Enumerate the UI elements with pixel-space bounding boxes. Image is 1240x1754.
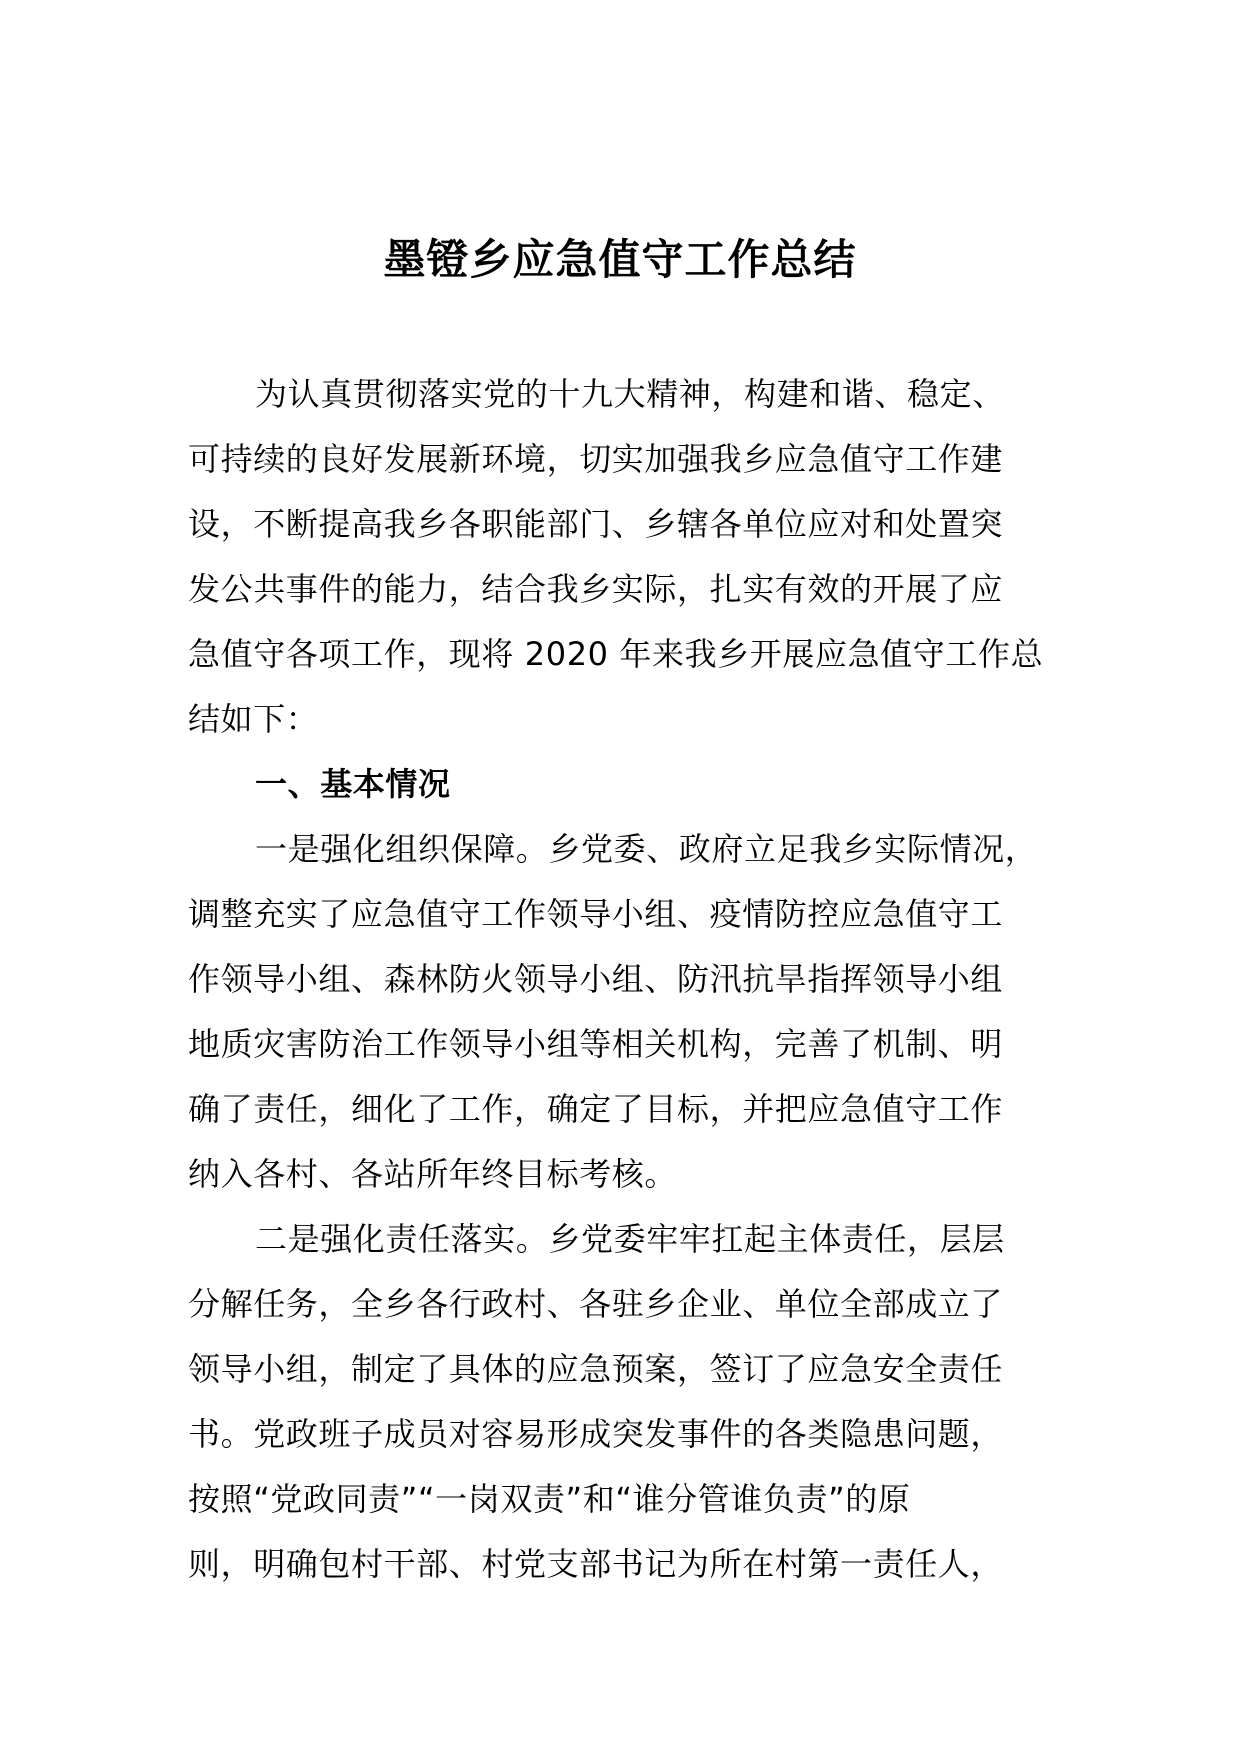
paragraph-responsibility-line: 领导小组，制定了具体的应急预案，签订了应急安全责任 (188, 1350, 1004, 1388)
paragraph-intro-line: 发公共事件的能力，结合我乡实际，扎实有效的开展了应 (188, 570, 1004, 608)
paragraph-responsibility-line: 分解任务，全乡各行政村、各驻乡企业、单位全部成立了 (188, 1285, 1004, 1323)
paragraph-organization-line: 地质灾害防治工作领导小组等相关机构，完善了机制、明 (188, 1025, 1004, 1063)
paragraph-organization-line: 纳入各村、各站所年终目标考核。 (188, 1155, 678, 1193)
paragraph-organization-line: 一是强化组织保障。乡党委、政府立足我乡实际情况， (255, 830, 1038, 868)
paragraph-intro-line: 急值守各项工作，现将 2020 年来我乡开展应急值守工作总 (188, 635, 1044, 673)
paragraph-intro-line: 可持续的良好发展新环境，切实加强我乡应急值守工作建 (188, 440, 1004, 478)
document-title: 墨镫乡应急值守工作总结 (383, 235, 857, 284)
paragraph-organization-line: 作领导小组、森林防火领导小组、防汛抗旱指挥领导小组 (188, 960, 1004, 998)
paragraph-responsibility-line: 书。党政班子成员对容易形成突发事件的各类隐患问题， (188, 1415, 1004, 1453)
paragraph-organization-line: 确了责任，细化了工作，确定了目标，并把应急值守工作 (188, 1090, 1004, 1128)
paragraph-responsibility-line: 二是强化责任落实。乡党委牢牢扛起主体责任，层层 (255, 1220, 1005, 1258)
paragraph-responsibility-line: 则，明确包村干部、村党支部书记为所在村第一责任人， (188, 1545, 1004, 1583)
section-heading: 一、基本情况 (255, 765, 451, 803)
document-body (188, 362, 1060, 1597)
paragraph-intro-line: 为认真贯彻落实党的十九大精神，构建和谐、稳定、 (255, 375, 1005, 413)
paragraph-responsibility-line: 按照“党政同责”“一岗双责”和“谁分管谁负责”的原 (188, 1480, 911, 1518)
paragraph-intro-line: 设，不断提高我乡各职能部门、乡辖各单位应对和处置突 (188, 505, 1004, 543)
paragraph-organization-line: 调整充实了应急值守工作领导小组、疫情防控应急值守工 (188, 895, 1004, 933)
paragraph-intro-line: 结如下： (188, 700, 319, 738)
